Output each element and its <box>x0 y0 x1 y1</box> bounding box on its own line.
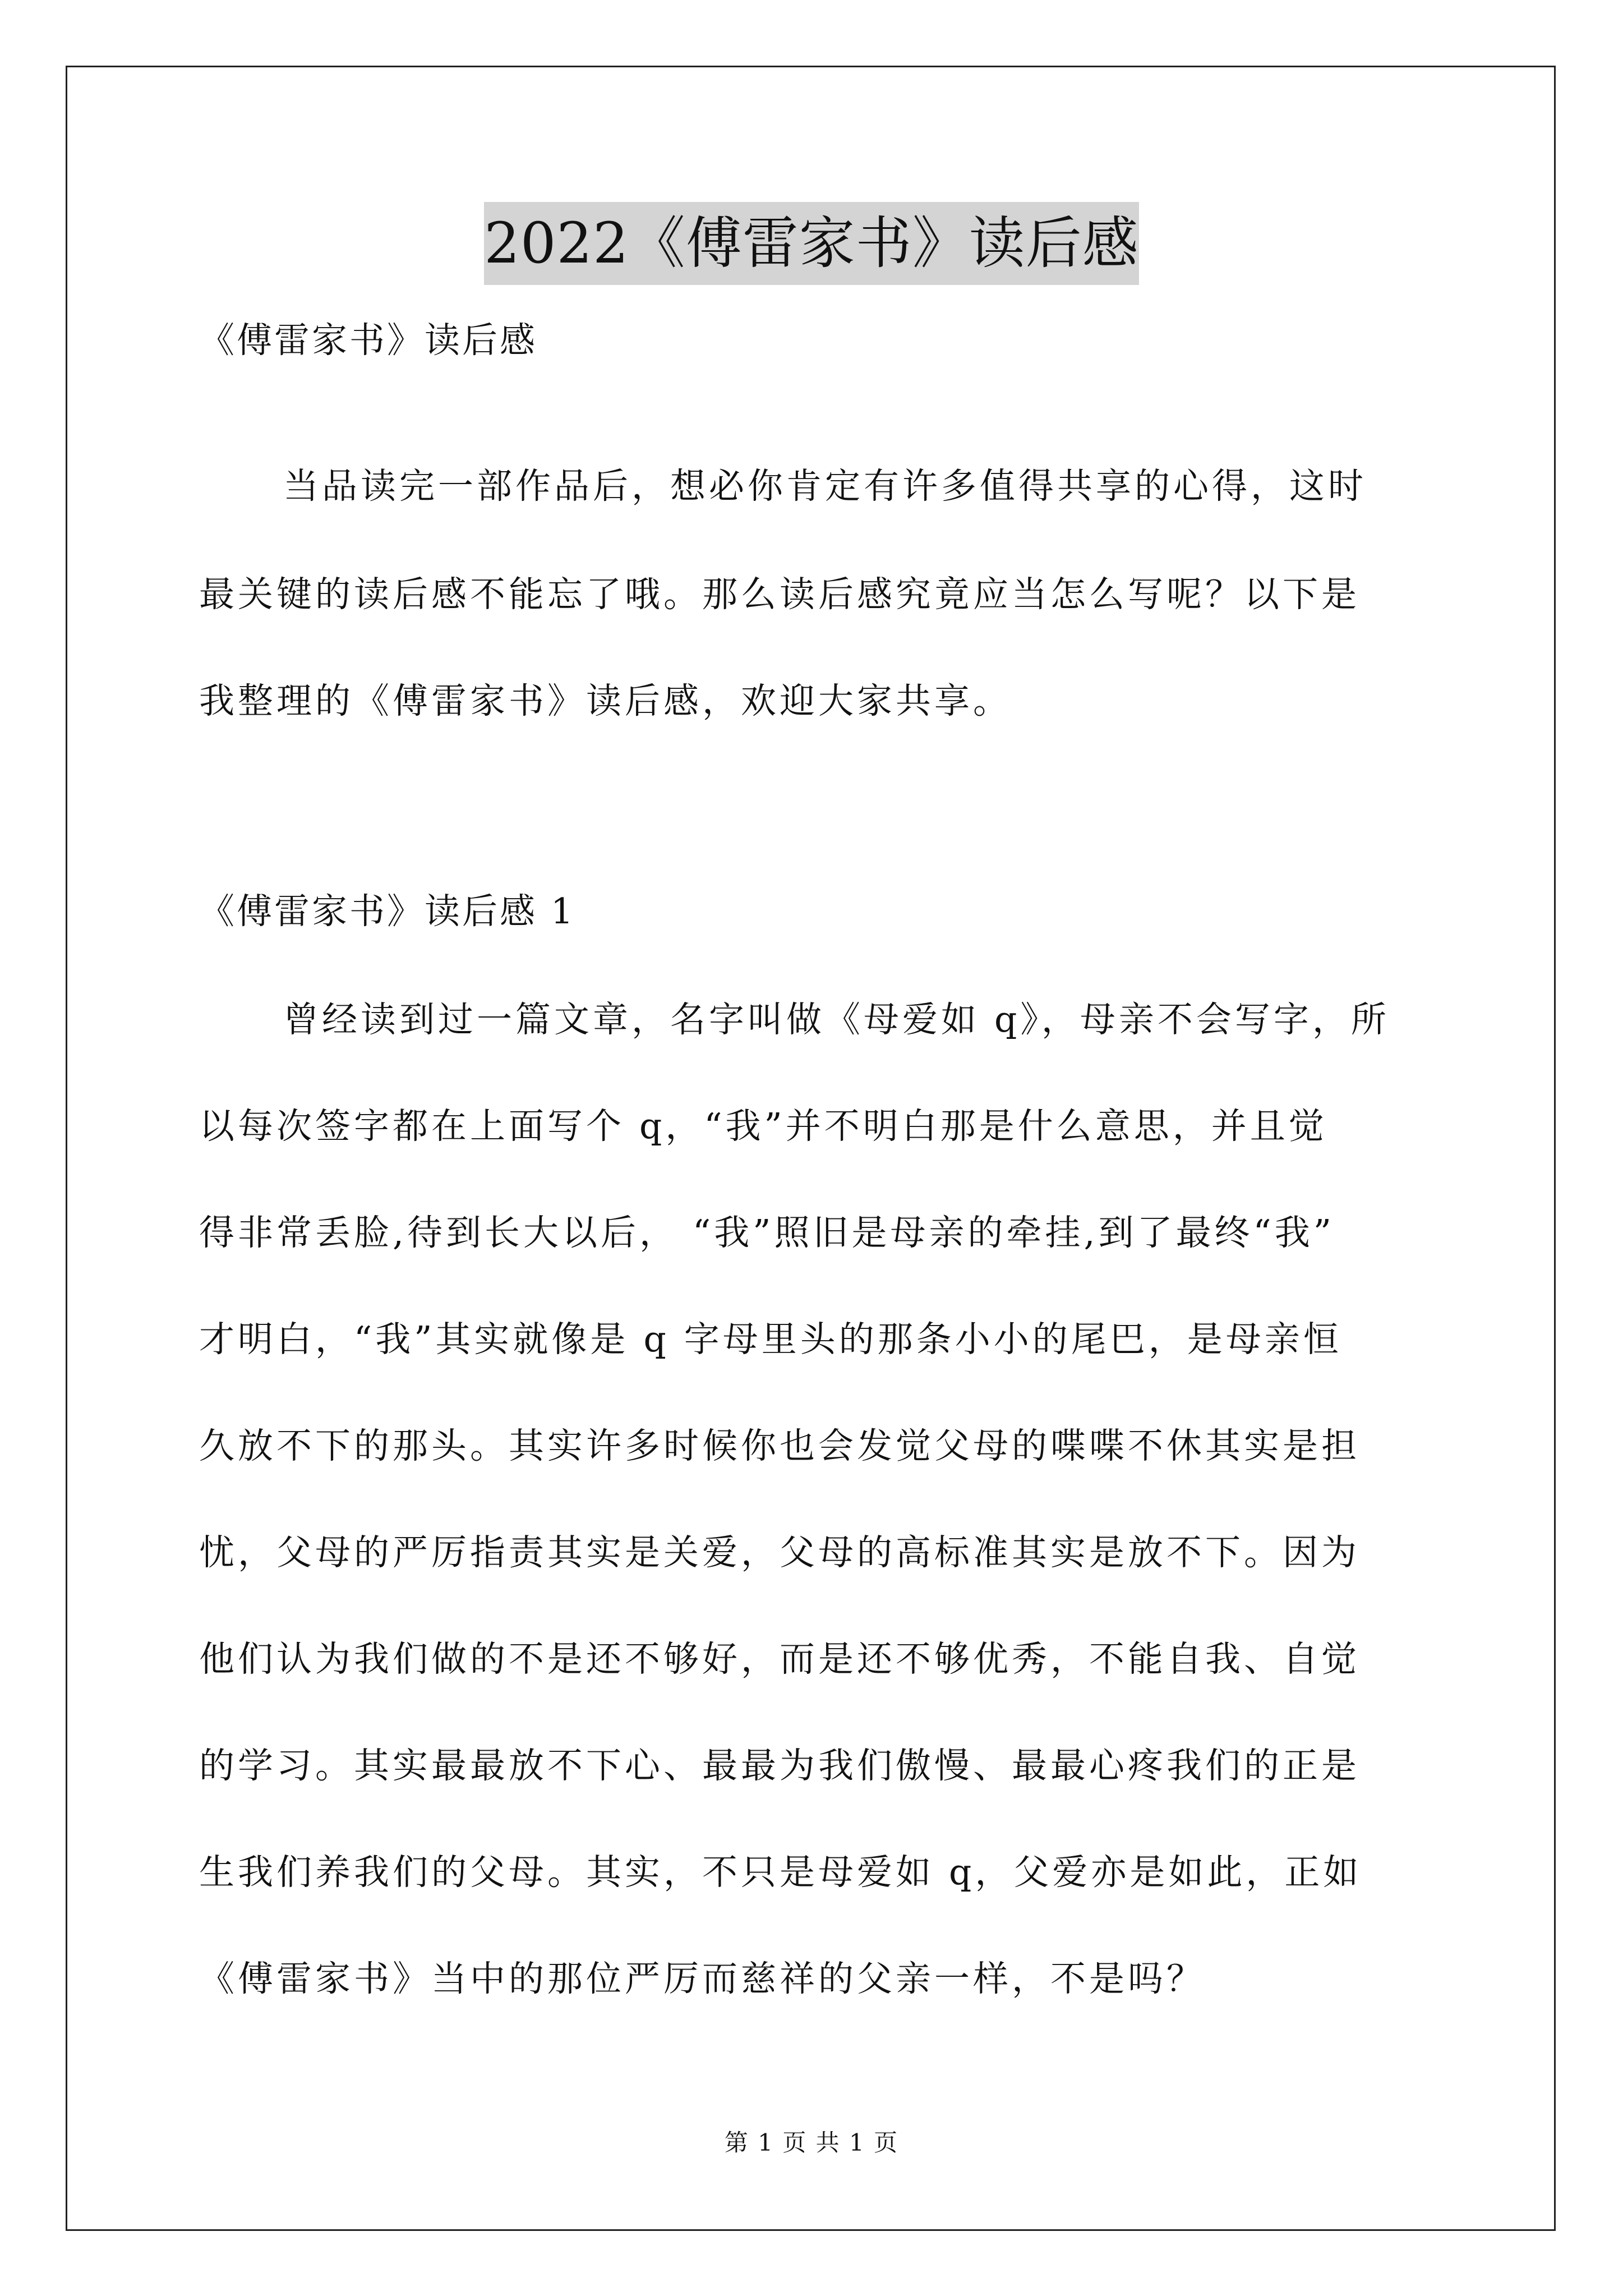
body-line: 得非常丢脸,待到长大以后， “我”照旧是母亲的牵挂,到了最终“我” <box>199 1212 1335 1253</box>
intro-line: 最关键的读后感不能忘了哦。那么读后感究竟应当怎么写呢？以下是 <box>199 574 1360 615</box>
body-line: 曾经读到过一篇文章，名字叫做《母爱如 q》，母亲不会写字，所 <box>283 999 1390 1040</box>
body-line: 《傅雷家书》当中的那位严厉而慈祥的父亲一样，不是吗？ <box>199 1958 1205 1999</box>
intro-line: 当品读完一部作品后，想必你肯定有许多值得共享的心得，这时 <box>283 466 1367 507</box>
body-line: 他们认为我们做的不是还不够好，而是还不够优秀，不能自我、自觉 <box>199 1639 1360 1680</box>
document-subtitle: 《傅雷家书》读后感 <box>199 320 537 361</box>
body-line: 生我们养我们的父母。其实，不只是母爱如 q，父爱亦是如此，正如 <box>199 1852 1362 1893</box>
title-container <box>0 202 1623 285</box>
body-line: 以每次签字都在上面写个 q，“我”并不明白那是什么意思，并且觉 <box>199 1106 1327 1147</box>
body-line: 忧，父母的严厉指责其实是关爱，父母的高标准其实是放不下。因为 <box>199 1532 1360 1573</box>
intro-line: 我整理的《傅雷家书》读后感，欢迎大家共享。 <box>199 680 1012 721</box>
document-title: 2022《傅雷家书》读后感 <box>484 202 1139 285</box>
section-heading: 《傅雷家书》读后感 1 <box>199 891 576 932</box>
page-footer: 第 1 页 共 1 页 <box>724 2129 899 2156</box>
body-line: 的学习。其实最最放不下心、最最为我们傲慢、最最心疼我们的正是 <box>199 1745 1360 1786</box>
body-line: 才明白，“我”其实就像是 q 字母里头的那条小小的尾巴，是母亲恒 <box>199 1319 1342 1360</box>
body-line: 久放不下的那头。其实许多时候你也会发觉父母的喋喋不休其实是担 <box>199 1425 1360 1466</box>
